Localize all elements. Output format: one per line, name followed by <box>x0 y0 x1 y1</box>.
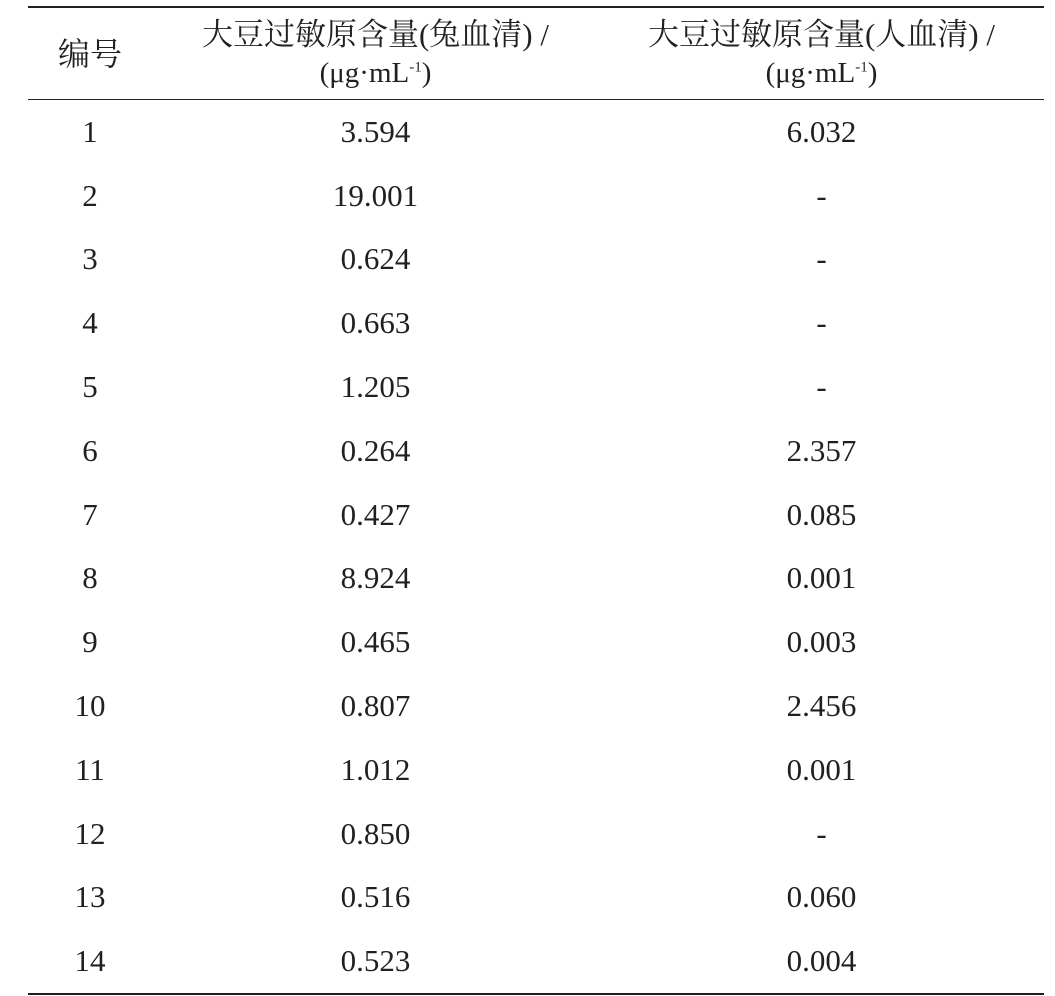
table-header-row <box>28 8 1044 99</box>
table-row <box>28 802 1044 866</box>
row-id: 14 <box>74 943 106 979</box>
row-id: 3 <box>82 241 98 277</box>
table-row <box>28 866 1044 930</box>
row-rabbit-value: 1.012 <box>340 751 411 787</box>
row-human-value: - <box>816 177 827 213</box>
row-rabbit-value: 0.264 <box>340 432 411 468</box>
table-row <box>28 419 1044 483</box>
header-rabbit-unit-post: ) <box>421 56 432 89</box>
table-row <box>28 355 1044 419</box>
table-row <box>28 164 1044 228</box>
row-human-value: 0.003 <box>786 624 857 660</box>
table-bottom-rule <box>28 993 1044 995</box>
table-row <box>28 674 1044 738</box>
header-human-unit-sup: -1 <box>855 58 868 75</box>
row-id: 12 <box>74 815 106 851</box>
row-id: 10 <box>74 688 106 724</box>
header-rabbit-serum <box>152 16 599 92</box>
row-human-value: 0.085 <box>786 496 857 532</box>
header-human-unit-post: ) <box>867 56 878 89</box>
row-human-value: 0.060 <box>786 879 857 915</box>
table-row <box>28 547 1044 611</box>
row-human-value: - <box>816 815 827 851</box>
row-human-value: - <box>816 369 827 405</box>
row-id: 2 <box>82 177 98 213</box>
row-human-value: 2.357 <box>786 432 857 468</box>
row-rabbit-value: 1.205 <box>340 369 411 405</box>
header-human-serum <box>599 16 1044 92</box>
table-body <box>28 100 1044 993</box>
row-rabbit-value: 0.427 <box>340 496 411 532</box>
row-id: 9 <box>82 624 98 660</box>
row-human-value: - <box>816 305 827 341</box>
row-id: 11 <box>75 751 105 787</box>
row-human-value: - <box>816 241 827 277</box>
row-rabbit-value: 0.807 <box>340 688 411 724</box>
row-rabbit-value: 0.850 <box>340 815 411 851</box>
row-human-value: 6.032 <box>786 113 857 149</box>
row-id: 7 <box>82 496 98 532</box>
row-id: 1 <box>82 113 98 149</box>
row-human-value: 0.004 <box>786 943 857 979</box>
row-rabbit-value: 0.523 <box>340 943 411 979</box>
table-row <box>28 738 1044 802</box>
allergen-table <box>28 6 1044 995</box>
table-row <box>28 610 1044 674</box>
row-human-value: 0.001 <box>786 560 857 596</box>
header-id: 编号 <box>57 35 122 72</box>
row-rabbit-value: 3.594 <box>340 113 411 149</box>
row-rabbit-value: 0.516 <box>340 879 411 915</box>
header-rabbit-title: 大豆过敏原含量(兔血清) / <box>201 16 549 52</box>
row-rabbit-value: 19.001 <box>332 177 419 213</box>
table-row <box>28 100 1044 164</box>
header-rabbit-unit-sup: -1 <box>409 58 422 75</box>
row-id: 8 <box>82 560 98 596</box>
table-row <box>28 483 1044 547</box>
row-id: 13 <box>74 879 106 915</box>
header-rabbit-unit-pre: (μg·mL <box>319 56 410 89</box>
row-id: 5 <box>82 369 98 405</box>
row-rabbit-value: 8.924 <box>340 560 411 596</box>
row-rabbit-value: 0.663 <box>340 305 411 341</box>
table-row <box>28 291 1044 355</box>
table-row <box>28 228 1044 292</box>
row-id: 6 <box>82 432 98 468</box>
header-human-unit <box>599 54 1044 92</box>
row-rabbit-value: 0.465 <box>340 624 411 660</box>
row-rabbit-value: 0.624 <box>340 241 411 277</box>
header-human-title: 大豆过敏原含量(人血清) / <box>647 16 995 52</box>
table-row <box>28 929 1044 993</box>
row-human-value: 2.456 <box>786 688 857 724</box>
row-human-value: 0.001 <box>786 751 857 787</box>
header-rabbit-unit <box>152 54 599 92</box>
header-human-unit-pre: (μg·mL <box>765 56 856 89</box>
row-id: 4 <box>82 305 98 341</box>
